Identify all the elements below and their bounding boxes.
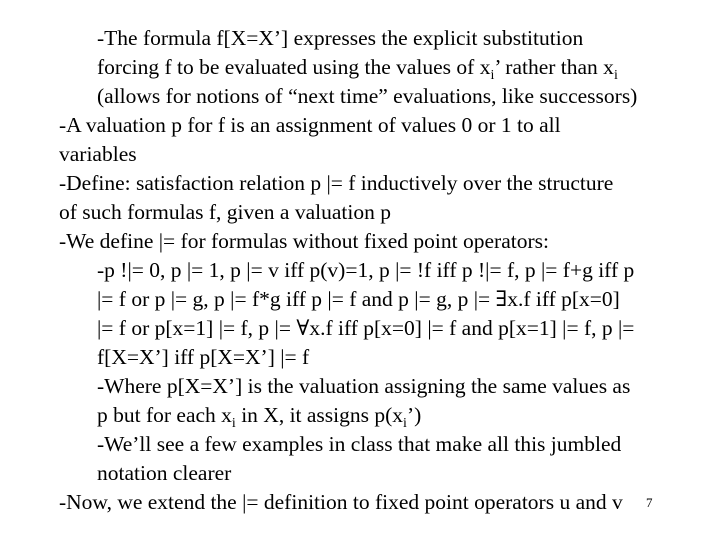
text-line-15: -We’ll see a few examples in class that make all this jumbled — [97, 432, 622, 456]
text-line-10: |= f or p |= g, p |= f*g iff p |= f and p |= g, p |= ∃x.f iff p[x=0] — [97, 287, 620, 311]
page-number: 7 — [646, 495, 653, 510]
text-line-6: -Define: satisfaction relation p |= f inductively over the structure — [59, 171, 614, 195]
text-line-3: (allows for notions of “next time” evaluations, like successors) — [97, 84, 638, 108]
text-line-9: -p !|= 0, p |= 1, p |= v iff p(v)=1, p |= !f iff p !|= f, p |= f+g iff p — [97, 258, 635, 282]
text-line-4: -A valuation p for f is an assignment of values 0 or 1 to all — [59, 113, 561, 137]
text-line-12: f[X=X’] iff p[X=X’] |= f — [97, 345, 310, 369]
text-line-17: -Now, we extend the |= definition to fixed point operators u and v — [59, 490, 623, 514]
text-line-13: -Where p[X=X’] is the valuation assigning the same values as — [97, 374, 631, 398]
text-line-16: notation clearer — [97, 461, 232, 485]
text-line-1: -The formula f[X=X’] expresses the explicit substitution — [97, 26, 584, 50]
text-line-14: p but for each $x_i$ in X, it assigns $p(x_i’)$ — [97, 403, 422, 431]
text-line-8: -We define |= for formulas without fixed point operators: — [59, 229, 549, 253]
text-line-7: of such formulas f, given a valuation p — [59, 200, 391, 224]
text-line-5: variables — [59, 142, 137, 166]
text-line-2: forcing f to be evaluated using the values of $x_i$’ rather than $x_i$ — [97, 55, 618, 83]
text-line-11: |= f or p[x=1] |= f, p |= ∀x.f iff p[x=0] |= f and p[x=1] |= f, p |= — [97, 316, 635, 340]
